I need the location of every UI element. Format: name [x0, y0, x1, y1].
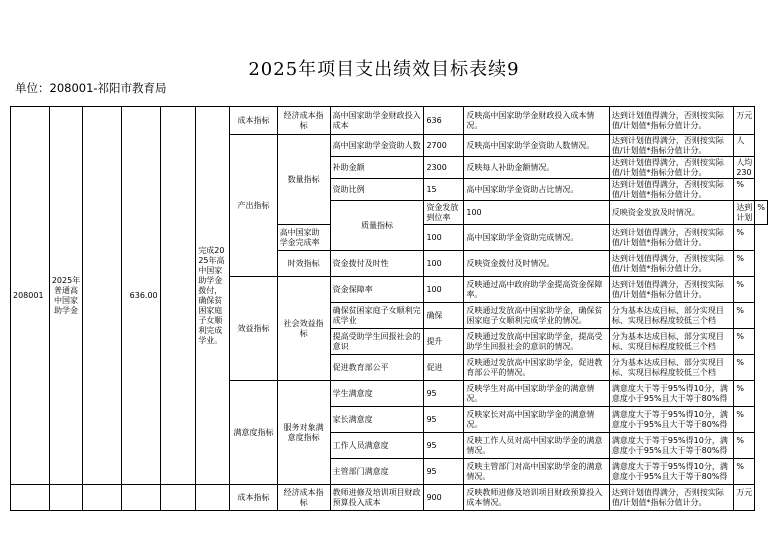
- scoring-rule: 满意度大于等于95%得10分，满意度小于95%且大于等于80%得: [611, 435, 728, 455]
- project-name: 2025年普通高中国家助学金: [49, 107, 82, 485]
- indicator-desc: 反映家长对高中国家助学金的满意情况。: [464, 407, 609, 433]
- indicator-value: 确保: [424, 303, 464, 329]
- indicator-desc: 反映高中国家助学金资助人数情况。: [464, 135, 609, 157]
- indicator-desc: 反映通过发放高中国家助学金，确保贫困家庭子女顺利完成学业的情况。: [464, 303, 609, 329]
- indicator-name: 家长满意度: [330, 407, 424, 433]
- indicator-name: 资金发放到位率: [424, 201, 464, 225]
- indicator-desc: 反映学生对高中国家助学金的满意情况。: [464, 381, 609, 407]
- indicator-desc: 反映工作人员对高中国家助学金的满意情况。: [464, 433, 609, 459]
- indicator-unit: %: [736, 179, 744, 189]
- indicator-unit: %: [736, 305, 744, 315]
- indicator-desc: 高中国家助学金资助占比情况。: [464, 179, 609, 201]
- category-benefit: 效益指标: [230, 277, 277, 381]
- category-output: 产出指标: [230, 135, 277, 277]
- scoring-rule: 满意度大于等于95%得10分，满意度小于95%且大于等于80%得: [611, 461, 728, 481]
- indicator-name: 资金拨付及时性: [330, 251, 424, 277]
- unit-label: 单位：208001-祁阳市教育局: [15, 81, 167, 95]
- indicator-unit: %: [736, 383, 744, 393]
- project-code: 208001: [11, 107, 50, 485]
- indicator-value: 95: [424, 459, 464, 485]
- scoring-rule: 达到计划值得满分，否则按实际值/计划值*指标分值计分。: [611, 157, 724, 177]
- table-row: [11, 107, 768, 135]
- subcategory-social: 社会效益指标: [277, 277, 330, 381]
- performance-table: [10, 106, 768, 511]
- subcategory-econ-cost: 经济成本指标: [277, 107, 330, 135]
- indicator-unit: 万元: [736, 487, 753, 497]
- scoring-rule: 分为基本达成目标、部分实现目标、实现目标程度较低三个档: [611, 305, 724, 325]
- blank-cell: [49, 485, 82, 511]
- scoring-rule: 达到计划: [736, 202, 753, 222]
- indicator-desc: 反映资金拨付及时情况。: [464, 251, 609, 277]
- scoring-rule: 达到计划值得满分，否则按实际值/计划值*指标分值计分。: [611, 279, 724, 299]
- table-row: [11, 485, 768, 511]
- indicator-unit: 人均230: [736, 157, 753, 177]
- category-cost: 成本指标: [230, 485, 277, 511]
- project-goal: 完成2025年高中国家助学金拨付，确保贫困家庭子女顺利完成学业。: [196, 107, 230, 485]
- indicator-value: 15: [424, 179, 464, 201]
- indicator-name: 主管部门满意度: [330, 459, 424, 485]
- indicator-unit: %: [736, 461, 744, 471]
- indicator-value: 促进: [424, 355, 464, 381]
- indicator-name: 补助金额: [330, 157, 424, 179]
- blank-cell: [11, 485, 50, 511]
- scoring-rule: 达到计划值得满分，否则按实际值/计划值*指标分值计分。: [611, 487, 724, 507]
- blank-cell: [83, 107, 121, 485]
- scoring-rule: 达到计划值得满分，否则按实际值/计划值*指标分值计分。: [611, 253, 724, 273]
- indicator-value: 100: [424, 251, 464, 277]
- subcategory-quality: 质量指标: [330, 201, 424, 251]
- indicator-value: 100: [424, 277, 464, 303]
- indicator-desc: 反映通过发放高中国家助学金，提高受助学生回报社会的意识的情况。: [464, 329, 609, 355]
- indicator-desc: 反映每人补助金额情况。: [464, 157, 609, 179]
- indicator-value: 100: [424, 225, 464, 251]
- subcategory-timeliness: 时效指标: [277, 251, 330, 277]
- blank-cell: [83, 485, 121, 511]
- indicator-desc: 反映主管部门对高中国家助学金的满意情况。: [464, 459, 609, 485]
- indicator-desc: 反映教师进修及培训项目财政预算投入成本情况。: [464, 485, 609, 511]
- indicator-unit: %: [736, 331, 744, 341]
- indicator-name: 高中国家助学金完成率: [277, 225, 330, 251]
- indicator-name: 工作人员满意度: [330, 433, 424, 459]
- indicator-value: 95: [424, 433, 464, 459]
- indicator-name: 促进教育部公平: [330, 355, 424, 381]
- indicator-desc: 反映通过高中政府助学金提高资金保障率。: [464, 277, 609, 303]
- category-cost: 成本指标: [230, 107, 277, 135]
- indicator-name: 教师进修及培训项目财政预算投入成本: [330, 485, 424, 511]
- indicator-unit: %: [736, 279, 744, 289]
- indicator-unit: %: [736, 409, 744, 419]
- indicator-unit: %: [736, 227, 744, 237]
- scoring-rule: 分为基本达成目标、部分实现目标、实现目标程度较低三个档: [611, 331, 724, 351]
- indicator-name: 高中国家助学金资助人数: [330, 135, 424, 157]
- indicator-value: 2300: [424, 157, 464, 179]
- blank-cell: [121, 485, 160, 511]
- indicator-desc: 高中国家助学金资助完成情况。: [464, 225, 609, 251]
- indicator-unit: %: [736, 357, 744, 367]
- indicator-value: 100: [464, 201, 609, 225]
- indicator-value: 95: [424, 381, 464, 407]
- scoring-rule: 达到计划值得满分，否则按实际值/计划值*指标分值计分。: [611, 179, 724, 199]
- indicator-name: 提高受助学生回报社会的意识: [330, 329, 424, 355]
- indicator-unit: %: [757, 202, 765, 212]
- blank-cell: [160, 485, 196, 511]
- indicator-desc: 反映通过发放高中国家助学金，促进教育部公平的情况。: [464, 355, 609, 381]
- indicator-desc: 反映高中国家助学金财政投入成本情况。: [464, 107, 609, 135]
- scoring-rule: 满意度大于等于95%得10分，满意度小于95%且大于等于80%得: [611, 409, 728, 429]
- scoring-rule: 分为基本达成目标、部分实现目标、实现目标程度较低三个档: [611, 357, 724, 377]
- indicator-value: 提升: [424, 329, 464, 355]
- subcategory-econ-cost: 经济成本指标: [277, 485, 330, 511]
- category-satisfaction: 满意度指标: [230, 381, 277, 485]
- indicator-value: 95: [424, 407, 464, 433]
- indicator-name: 学生满意度: [330, 381, 424, 407]
- scoring-rule: 达到计划值得满分，否则按实际值/计划值*指标分值计分。: [611, 227, 724, 247]
- indicator-value: 636: [424, 107, 464, 135]
- indicator-desc: 反映资金发放及时情况。: [609, 201, 733, 225]
- project-amount: 636.00: [121, 107, 160, 485]
- blank-cell: [160, 107, 196, 485]
- scoring-rule: 达到计划值得满分，否则按实际值/计划值*指标分值计分。: [611, 110, 724, 130]
- indicator-unit: 万元: [736, 110, 753, 120]
- blank-cell: [196, 485, 230, 511]
- subcategory-service: 服务对象满意度指标: [277, 381, 330, 485]
- page-title: 2025年项目支出绩效目标表续9: [248, 59, 520, 80]
- indicator-name: 高中国家助学金财政投入成本: [330, 107, 424, 135]
- indicator-unit: 人: [736, 135, 745, 145]
- indicator-value: 2700: [424, 135, 464, 157]
- scoring-rule: 达到计划值得满分，否则按实际值/计划值*指标分值计分。: [611, 135, 724, 155]
- indicator-name: 确保贫困家庭子女顺利完成学业: [330, 303, 424, 329]
- subcategory-quantity: 数量指标: [277, 135, 330, 225]
- indicator-value: 900: [424, 485, 464, 511]
- indicator-name: 资金保障率: [330, 277, 424, 303]
- indicator-unit: %: [736, 253, 744, 263]
- indicator-name: 资助比例: [330, 179, 424, 201]
- indicator-unit: %: [736, 435, 744, 445]
- scoring-rule: 满意度大于等于95%得10分，满意度小于95%且大于等于80%得: [611, 383, 728, 403]
